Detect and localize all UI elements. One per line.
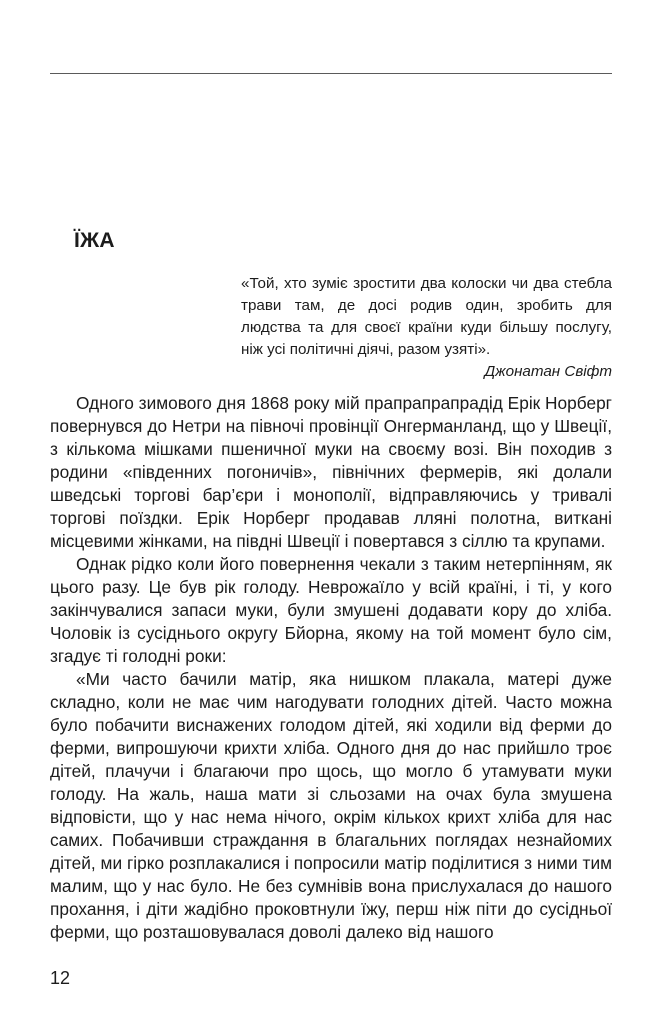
chapter-title: ЇЖА xyxy=(74,229,115,252)
paragraph: Однак рідко коли його повернення чекали з таким нетерпінням, як цього разу. Це був рік голоду. Неврожаїло у всій країні, і ті, у кого закінчувалися запаси муки, були змушені додавати кору до хліба. Чоловік із сусіднього округу Бйорна, якому на той момент було сім, згадує ті голодні роки: xyxy=(50,554,612,666)
paragraph: Одного зимового дня 1868 року мій прапрапрапрадід Ерік Норберг повернувся до Нетри на півночі провінції Онгерманланд, що у Швеції, з кількома мішками пшеничної муки на своєму возі. Він походив з родини «південних погоничів», північних фермерів, які долали шведські торгові бар’єри і монополії, відправляючись у тривалі торгові поїздки. Ерік Норберг продавав лляні полотна, виткані місцевими жінками, на півдні Швеції і повертався з сіллю та крупами. xyxy=(50,393,612,551)
paragraph: «Ми часто бачили матір, яка нишком плакала, матері дуже складно, коли не має чим нагодувати голодних дітей. Часто можна було побачити виснажених голодом дітей, які ходили від ферми до ферми, випрошуючи крихти хліба. Одного дня до нас прийшло троє дітей, плачучи і благаючи про щось, що могло б утамувати муки голоду. На жаль, наша мати зі сльозами на очах була змушена відповісти, що у нас нема нічого, окрім кількох крихт хліба для нас самих. Побачивши страждання в благальних поглядах незнайомих дітей, ми гірко розплакалися і попросили матір поділитися з ними тим малим, що у нас було. Не без сумнівів вона прислухалася до нашого прохання, і діти жадібно проковтнули їжу, перш ніж піти до сусідньої ферми, що розташовувалася доволі далеко від нашого xyxy=(50,669,612,942)
epigraph-author: Джонатан Свіфт xyxy=(484,363,612,380)
epigraph-quote: «Той, хто зуміє зростити два колоски чи два стебла трави там, де досі родив один, зробить для людства та для своєї країни куди більшу послугу, ніж усі політичні діячі, разом узяті». xyxy=(241,275,612,358)
epigraph xyxy=(241,273,612,383)
page-number: 12 xyxy=(50,968,71,988)
header-rule xyxy=(50,73,612,74)
body-text xyxy=(50,392,612,944)
